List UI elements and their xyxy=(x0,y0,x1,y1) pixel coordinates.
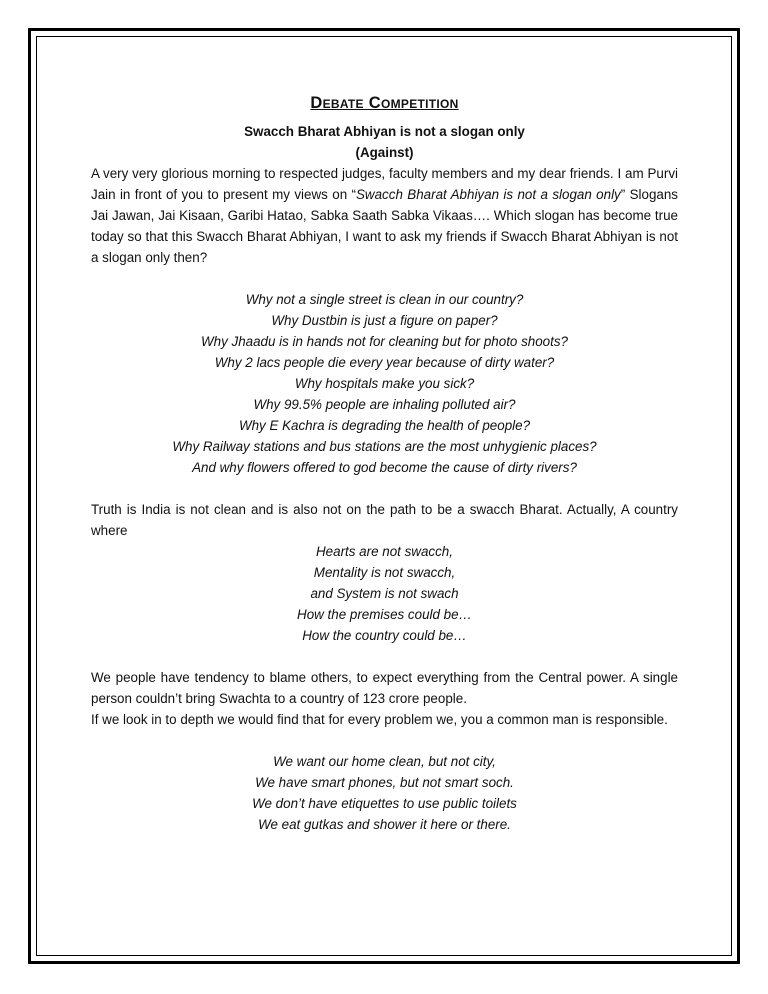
intro-topic-quote: Swacch Bharat Abhiyan is not a slogan only xyxy=(356,187,621,202)
country-line: How the country could be… xyxy=(302,628,467,643)
debate-topic: Swacch Bharat Abhiyan is not a slogan only xyxy=(244,124,525,139)
habit-line: We want our home clean, but not city, xyxy=(273,754,496,769)
questions-list xyxy=(91,289,678,478)
question-line: Why 99.5% people are inhaling polluted air? xyxy=(253,397,516,412)
question-line: Why Dustbin is just a figure on paper? xyxy=(271,313,498,328)
country-line: Hearts are not swacch, xyxy=(316,544,453,559)
question-line: Why 2 lacs people die every year because of dirty water? xyxy=(214,355,555,370)
intro-part-2: ” Slogans Jai Jawan, Jai Kisaan, Garibi Hatao, Sabka Saath Sabka Vikaas…. Which slogan has become true today so that this Swacch Bharat Abhiyan, I want to ask my friends if Swacch Bharat Abhiyan is not a slogan only then? xyxy=(91,187,678,265)
question-line: Why Jhaadu is in hands not for cleaning but for photo shoots? xyxy=(201,334,568,349)
document-content xyxy=(91,92,678,835)
country-lines xyxy=(91,541,678,646)
intro-paragraph xyxy=(91,163,678,268)
habits-list xyxy=(91,751,678,835)
question-line: Why E Kachra is degrading the health of people? xyxy=(238,418,531,433)
habit-line: We have smart phones, but not smart soch. xyxy=(255,775,514,790)
intro-part-1: A very very glorious morning to respected judges, faculty members and my dear friends. I am Purvi Jain in front of you to present my views on “ xyxy=(91,166,678,202)
question-line: And why flowers offered to god become the cause of dirty rivers? xyxy=(192,460,577,475)
document-title: Debate Competition xyxy=(310,94,459,112)
depth-paragraph: If we look in to depth we would find that for every problem we, you a common man is responsible. xyxy=(91,712,668,727)
habit-line: We eat gutkas and shower it here or there. xyxy=(258,817,511,832)
country-line: Mentality is not swacch, xyxy=(313,565,456,580)
country-line: How the premises could be… xyxy=(297,607,472,622)
debate-stance: (Against) xyxy=(355,145,414,160)
question-line: Why hospitals make you sick? xyxy=(294,376,475,391)
habit-line: We don’t have etiquettes to use public toilets xyxy=(252,796,517,811)
country-line: and System is not swach xyxy=(310,586,459,601)
blame-paragraph: We people have tendency to blame others, to expect everything from the Central power. A single person couldn’t bring Swachta to a country of 123 crore people. xyxy=(91,670,678,706)
question-line: Why Railway stations and bus stations are the most unhygienic places? xyxy=(172,439,597,454)
question-line: Why not a single street is clean in our country? xyxy=(245,292,524,307)
truth-paragraph: Truth is India is not clean and is also not on the path to be a swacch Bharat. Actually, A country where xyxy=(91,502,678,538)
